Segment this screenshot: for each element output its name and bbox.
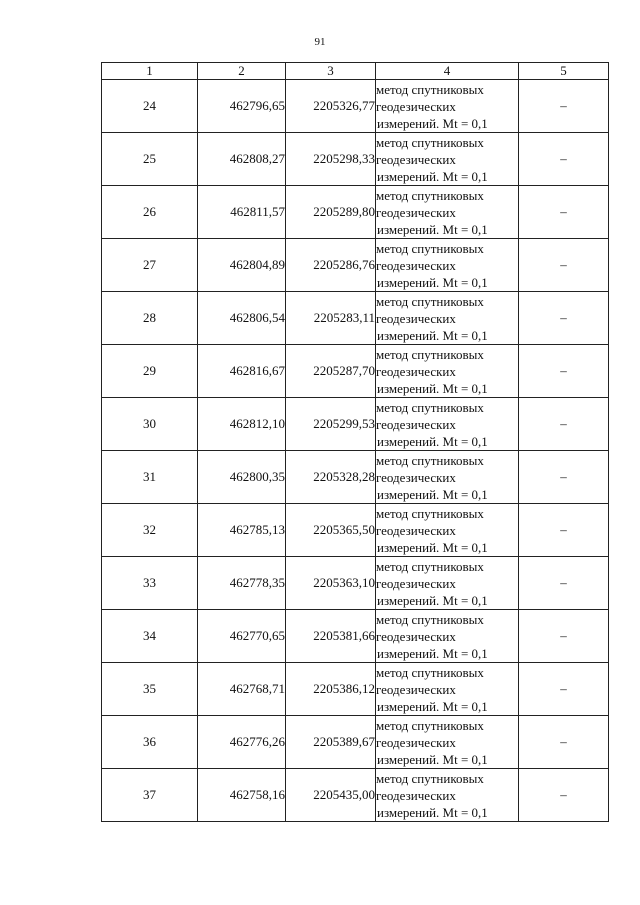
method-cell: [376, 557, 519, 610]
method-text-line: измерений. Mt = 0,1: [377, 486, 488, 502]
method-text-line: измерений. Mt = 0,1: [377, 804, 488, 820]
method-text-line: измерений. Mt = 0,1: [377, 274, 488, 290]
column-5-cell: –: [519, 239, 609, 292]
method-text-line: метод спутниковых: [376, 452, 484, 468]
method-text-line: метод спутниковых: [376, 293, 484, 309]
table-row: [102, 345, 609, 398]
y-coordinate-cell: 2205328,28: [286, 451, 376, 504]
method-cell: [376, 292, 519, 345]
point-number-cell: 34: [102, 610, 198, 663]
x-coordinate-cell: 462758,16: [198, 769, 286, 822]
column-5-cell: –: [519, 345, 609, 398]
method-text-line: метод спутниковых: [376, 664, 484, 680]
method-text-line: геодезических: [376, 416, 456, 432]
method-cell: [376, 398, 519, 451]
method-text-line: измерений. Mt = 0,1: [377, 751, 488, 767]
point-number-cell: 37: [102, 769, 198, 822]
point-number-cell: 35: [102, 663, 198, 716]
table-row: [102, 769, 609, 822]
method-cell: [376, 345, 519, 398]
method-text-line: геодезических: [376, 310, 456, 326]
method-text-line: метод спутниковых: [376, 399, 484, 415]
column-header-2: 2: [198, 63, 286, 80]
x-coordinate-cell: 462811,57: [198, 186, 286, 239]
column-5-cell: –: [519, 504, 609, 557]
method-cell: [376, 239, 519, 292]
column-5-cell: –: [519, 186, 609, 239]
method-text-line: геодезических: [376, 734, 456, 750]
point-number-cell: 31: [102, 451, 198, 504]
table-header-row: [102, 63, 609, 80]
y-coordinate-cell: 2205365,50: [286, 504, 376, 557]
method-text-line: измерений. Mt = 0,1: [377, 115, 488, 131]
method-text-line: метод спутниковых: [376, 187, 484, 203]
method-text-line: измерений. Mt = 0,1: [377, 698, 488, 714]
table-row: [102, 239, 609, 292]
point-number-cell: 32: [102, 504, 198, 557]
column-header-4: 4: [376, 63, 519, 80]
x-coordinate-cell: 462808,27: [198, 133, 286, 186]
y-coordinate-cell: 2205326,77: [286, 80, 376, 133]
point-number-cell: 25: [102, 133, 198, 186]
table-row: [102, 716, 609, 769]
method-cell: [376, 186, 519, 239]
table-row: [102, 557, 609, 610]
table-row: [102, 186, 609, 239]
method-cell: [376, 716, 519, 769]
x-coordinate-cell: 462778,35: [198, 557, 286, 610]
table-row: [102, 133, 609, 186]
method-text-line: геодезических: [376, 522, 456, 538]
column-header-5: 5: [519, 63, 609, 80]
method-cell: [376, 133, 519, 186]
method-text-line: метод спутниковых: [376, 505, 484, 521]
x-coordinate-cell: 462768,71: [198, 663, 286, 716]
point-number-cell: 24: [102, 80, 198, 133]
column-5-cell: –: [519, 769, 609, 822]
method-text-line: геодезических: [376, 469, 456, 485]
column-5-cell: –: [519, 292, 609, 345]
x-coordinate-cell: 462800,35: [198, 451, 286, 504]
y-coordinate-cell: 2205283,11: [286, 292, 376, 345]
y-coordinate-cell: 2205298,33: [286, 133, 376, 186]
point-number-cell: 27: [102, 239, 198, 292]
method-text-line: измерений. Mt = 0,1: [377, 539, 488, 555]
method-text-line: геодезических: [376, 787, 456, 803]
x-coordinate-cell: 462770,65: [198, 610, 286, 663]
method-text-line: метод спутниковых: [376, 558, 484, 574]
table-row: [102, 398, 609, 451]
column-header-1: 1: [102, 63, 198, 80]
method-text-line: измерений. Mt = 0,1: [377, 433, 488, 449]
point-number-cell: 26: [102, 186, 198, 239]
x-coordinate-cell: 462796,65: [198, 80, 286, 133]
y-coordinate-cell: 2205299,53: [286, 398, 376, 451]
method-text-line: метод спутниковых: [376, 770, 484, 786]
method-cell: [376, 80, 519, 133]
point-number-cell: 29: [102, 345, 198, 398]
method-text-line: геодезических: [376, 363, 456, 379]
method-cell: [376, 504, 519, 557]
y-coordinate-cell: 2205381,66: [286, 610, 376, 663]
method-text-line: метод спутниковых: [376, 81, 484, 97]
method-text-line: геодезических: [376, 257, 456, 273]
method-text-line: геодезических: [376, 575, 456, 591]
method-cell: [376, 663, 519, 716]
method-text-line: геодезических: [376, 204, 456, 220]
method-cell: [376, 769, 519, 822]
method-text-line: метод спутниковых: [376, 717, 484, 733]
x-coordinate-cell: 462785,13: [198, 504, 286, 557]
column-5-cell: –: [519, 716, 609, 769]
method-text-line: измерений. Mt = 0,1: [377, 380, 488, 396]
point-number-cell: 36: [102, 716, 198, 769]
column-5-cell: –: [519, 610, 609, 663]
x-coordinate-cell: 462804,89: [198, 239, 286, 292]
point-number-cell: 28: [102, 292, 198, 345]
y-coordinate-cell: 2205363,10: [286, 557, 376, 610]
table-row: [102, 292, 609, 345]
method-text-line: измерений. Mt = 0,1: [377, 221, 488, 237]
method-text-line: измерений. Mt = 0,1: [377, 592, 488, 608]
point-number-cell: 30: [102, 398, 198, 451]
method-text-line: измерений. Mt = 0,1: [377, 168, 488, 184]
method-text-line: метод спутниковых: [376, 240, 484, 256]
column-header-3: 3: [286, 63, 376, 80]
method-text-line: метод спутниковых: [376, 611, 484, 627]
method-text-line: метод спутниковых: [376, 134, 484, 150]
table-row: [102, 610, 609, 663]
point-number-cell: 33: [102, 557, 198, 610]
y-coordinate-cell: 2205289,80: [286, 186, 376, 239]
method-text-line: измерений. Mt = 0,1: [377, 327, 488, 343]
y-coordinate-cell: 2205286,76: [286, 239, 376, 292]
table-row: [102, 663, 609, 716]
method-text-line: геодезических: [376, 98, 456, 114]
y-coordinate-cell: 2205435,00: [286, 769, 376, 822]
column-5-cell: –: [519, 557, 609, 610]
x-coordinate-cell: 462816,67: [198, 345, 286, 398]
table-row: [102, 451, 609, 504]
page-number: 91: [314, 36, 326, 48]
x-coordinate-cell: 462806,54: [198, 292, 286, 345]
coordinates-table: [101, 62, 609, 822]
method-cell: [376, 451, 519, 504]
y-coordinate-cell: 2205389,67: [286, 716, 376, 769]
method-cell: [376, 610, 519, 663]
method-text-line: геодезических: [376, 681, 456, 697]
method-text-line: геодезических: [376, 151, 456, 167]
method-text-line: метод спутниковых: [376, 346, 484, 362]
column-5-cell: –: [519, 451, 609, 504]
table-row: [102, 504, 609, 557]
table-body: [102, 80, 609, 822]
x-coordinate-cell: 462812,10: [198, 398, 286, 451]
column-5-cell: –: [519, 80, 609, 133]
column-5-cell: –: [519, 133, 609, 186]
method-text-line: измерений. Mt = 0,1: [377, 645, 488, 661]
x-coordinate-cell: 462776,26: [198, 716, 286, 769]
method-text-line: геодезических: [376, 628, 456, 644]
y-coordinate-cell: 2205386,12: [286, 663, 376, 716]
table-row: [102, 80, 609, 133]
column-5-cell: –: [519, 398, 609, 451]
column-5-cell: –: [519, 663, 609, 716]
y-coordinate-cell: 2205287,70: [286, 345, 376, 398]
